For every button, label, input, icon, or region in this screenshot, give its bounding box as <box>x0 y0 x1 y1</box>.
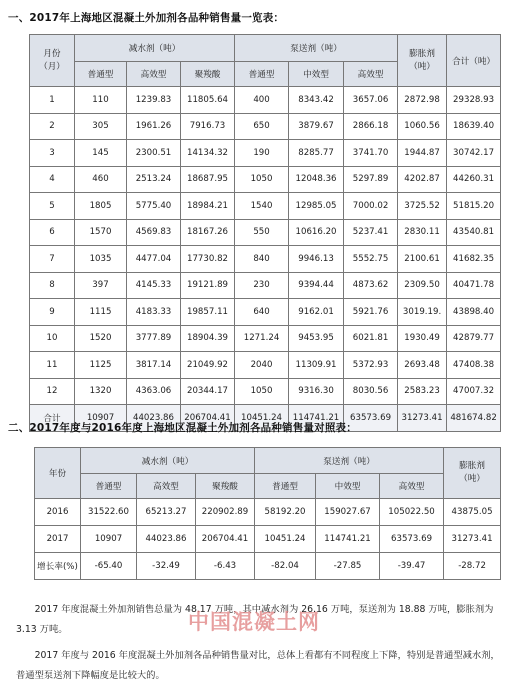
expand-header: 膨胀剂 （吨） <box>444 448 501 499</box>
table-row <box>30 299 501 326</box>
table-cell: 10907 <box>75 405 127 432</box>
table-cell: 8285.77 <box>289 140 344 167</box>
table-row <box>30 113 501 140</box>
table-cell: 43898.40 <box>447 299 501 326</box>
table-cell: 2866.18 <box>344 113 398 140</box>
table-row <box>30 352 501 379</box>
table-row <box>30 378 501 405</box>
table-cell: 19857.11 <box>181 299 235 326</box>
table-cell: 3741.70 <box>344 140 398 167</box>
row-label: 7 <box>30 246 75 273</box>
table-cell: 1570 <box>75 219 127 246</box>
table-cell: -28.72 <box>444 553 501 580</box>
sub-header: 高效型 <box>137 474 196 499</box>
table-cell: 1050 <box>235 378 289 405</box>
table-cell: 10451.24 <box>235 405 289 432</box>
table-cell: -39.47 <box>380 553 444 580</box>
table-cell: 5297.89 <box>344 166 398 193</box>
section1-title: 一、2017年上海地区混凝土外加剂各品种销售量一览表： <box>8 12 285 24</box>
table-cell: 397 <box>75 272 127 299</box>
table-cell: 1961.26 <box>127 113 181 140</box>
table-cell: 18984.21 <box>181 193 235 220</box>
table-cell: 550 <box>235 219 289 246</box>
table-cell: 1540 <box>235 193 289 220</box>
table-cell: 3777.89 <box>127 325 181 352</box>
table-cell: 4202.87 <box>398 166 447 193</box>
table-cell: 2872.98 <box>398 87 447 114</box>
table-cell: 2300.51 <box>127 140 181 167</box>
table-cell: 44023.86 <box>137 526 196 553</box>
table-cell: 17730.82 <box>181 246 235 273</box>
table-cell: -65.40 <box>81 553 137 580</box>
monthly-sales-table <box>29 34 501 432</box>
table-cell: 5775.40 <box>127 193 181 220</box>
total-header: 合计（吨） <box>447 35 501 87</box>
table-row <box>30 87 501 114</box>
table-cell: 10616.20 <box>289 219 344 246</box>
row-label: 4 <box>30 166 75 193</box>
row-label: 2017 <box>35 526 81 553</box>
table-cell: 12048.36 <box>289 166 344 193</box>
table-cell: 481674.82 <box>447 405 501 432</box>
year-comparison-table <box>34 447 501 580</box>
table-cell: 2513.24 <box>127 166 181 193</box>
table-row <box>30 246 501 273</box>
table-cell: 9453.95 <box>289 325 344 352</box>
table-cell: 2100.61 <box>398 246 447 273</box>
table-cell: 31522.60 <box>81 499 137 526</box>
table-cell: 43540.81 <box>447 219 501 246</box>
sub-header: 普通型 <box>75 62 127 87</box>
table-cell: 1944.87 <box>398 140 447 167</box>
table-cell: 2040 <box>235 352 289 379</box>
table-cell: 19121.89 <box>181 272 235 299</box>
table-cell: 460 <box>75 166 127 193</box>
row-label: 5 <box>30 193 75 220</box>
table-cell: 65213.27 <box>137 499 196 526</box>
table-cell: 206704.41 <box>181 405 235 432</box>
table-cell: 9316.30 <box>289 378 344 405</box>
table-cell: 1271.24 <box>235 325 289 352</box>
pump-header: 泵送剂（吨） <box>235 35 398 62</box>
table-cell: 20344.17 <box>181 378 235 405</box>
table-cell: 3019.19. <box>398 299 447 326</box>
table-cell: 9162.01 <box>289 299 344 326</box>
table-cell: 11805.64 <box>181 87 235 114</box>
table-cell: 114741.21 <box>316 526 380 553</box>
table-cell: 110 <box>75 87 127 114</box>
table-cell: 30742.17 <box>447 140 501 167</box>
table-row <box>30 140 501 167</box>
table-cell: 10907 <box>81 526 137 553</box>
table-cell: 18639.40 <box>447 113 501 140</box>
row-label: 6 <box>30 219 75 246</box>
table-cell: 18904.39 <box>181 325 235 352</box>
table-cell: 18167.26 <box>181 219 235 246</box>
table-cell: 14134.32 <box>181 140 235 167</box>
table-cell: 1115 <box>75 299 127 326</box>
table-cell: 18687.95 <box>181 166 235 193</box>
table-cell: 1239.83 <box>127 87 181 114</box>
table-cell: 4363.06 <box>127 378 181 405</box>
table-cell: 43875.05 <box>444 499 501 526</box>
table-cell: 3725.52 <box>398 193 447 220</box>
table-cell: 10451.24 <box>255 526 316 553</box>
table-row <box>35 526 501 553</box>
table-cell: 105022.50 <box>380 499 444 526</box>
table-cell: 29328.93 <box>447 87 501 114</box>
table-cell: 2693.48 <box>398 352 447 379</box>
table-cell: 8030.56 <box>344 378 398 405</box>
row-label: 3 <box>30 140 75 167</box>
sub-header: 中效型 <box>316 474 380 499</box>
table-cell: 1930.49 <box>398 325 447 352</box>
table-cell: 9946.13 <box>289 246 344 273</box>
row-label: 8 <box>30 272 75 299</box>
table-cell: 8343.42 <box>289 87 344 114</box>
table-cell: 42879.77 <box>447 325 501 352</box>
table-cell: 58192.20 <box>255 499 316 526</box>
table-cell: 1035 <box>75 246 127 273</box>
table-cell: 3817.14 <box>127 352 181 379</box>
table-cell: 230 <box>235 272 289 299</box>
sub-header: 高效型 <box>127 62 181 87</box>
table-row <box>30 325 501 352</box>
row-label: 2 <box>30 113 75 140</box>
sub-header: 普通型 <box>255 474 316 499</box>
summary-paragraph-1: 2017 年度混凝土外加剂销售总量为 48.17 万吨，其中减水剂为 26.16 万吨，泵送剂为 18.88 万吨，膨胀剂为 3.13 万吨。 <box>16 604 494 635</box>
table-row <box>30 166 501 193</box>
table-cell: 51815.20 <box>447 193 501 220</box>
table-cell: 7916.73 <box>181 113 235 140</box>
table-cell: 1520 <box>75 325 127 352</box>
table-cell: 145 <box>75 140 127 167</box>
table-cell: 5552.75 <box>344 246 398 273</box>
table-cell: 840 <box>235 246 289 273</box>
table-cell: 220902.89 <box>196 499 255 526</box>
table-cell: 3657.06 <box>344 87 398 114</box>
table-cell: 47408.38 <box>447 352 501 379</box>
sub-header: 高效型 <box>380 474 444 499</box>
table-cell: 159027.67 <box>316 499 380 526</box>
sub-header: 普通型 <box>235 62 289 87</box>
table-cell: 63573.69 <box>380 526 444 553</box>
table-cell: 5237.41 <box>344 219 398 246</box>
table-cell: 9394.44 <box>289 272 344 299</box>
row-label: 增长率(%) <box>35 553 81 580</box>
table-row <box>35 553 501 580</box>
reducer-header: 减水剂（吨） <box>81 448 255 474</box>
table-cell: 1050 <box>235 166 289 193</box>
table-cell: 44023.86 <box>127 405 181 432</box>
sub-header: 聚羧酸 <box>196 474 255 499</box>
table-cell: 1320 <box>75 378 127 405</box>
table-cell: 305 <box>75 113 127 140</box>
table-cell: 640 <box>235 299 289 326</box>
table-cell: 12985.05 <box>289 193 344 220</box>
table-cell: 47007.32 <box>447 378 501 405</box>
table-cell: 7000.02 <box>344 193 398 220</box>
table-cell: 114741.21 <box>289 405 344 432</box>
table-row <box>30 193 501 220</box>
reducer-header: 减水剂（吨） <box>75 35 235 62</box>
summary-paragraph-2: 2017 年度与 2016 年度混凝土外加剂各品种销售量对比，总体上看都有不同程度上下降，特别是普通型减水剂，普通型泵送剂下降幅度是比较大的。 <box>16 650 500 681</box>
sub-header: 聚羧酸 <box>181 62 235 87</box>
sub-header: 高效型 <box>344 62 398 87</box>
table-cell: 1805 <box>75 193 127 220</box>
table-cell: -82.04 <box>255 553 316 580</box>
row-label: 10 <box>30 325 75 352</box>
table-cell: 63573.69 <box>344 405 398 432</box>
table-cell: 4873.62 <box>344 272 398 299</box>
table-cell: 4183.33 <box>127 299 181 326</box>
table-cell: 4145.33 <box>127 272 181 299</box>
pump-header: 泵送剂（吨） <box>255 448 444 474</box>
table-cell: 2830.11 <box>398 219 447 246</box>
table-cell: 40471.78 <box>447 272 501 299</box>
table-cell: 44260.31 <box>447 166 501 193</box>
sub-header: 中效型 <box>289 62 344 87</box>
table-cell: 5921.76 <box>344 299 398 326</box>
table-cell: 11309.91 <box>289 352 344 379</box>
row-label: 11 <box>30 352 75 379</box>
table-cell: -6.43 <box>196 553 255 580</box>
table-cell: -27.85 <box>316 553 380 580</box>
table-cell: 190 <box>235 140 289 167</box>
table-cell: 2309.50 <box>398 272 447 299</box>
table-cell: 4569.83 <box>127 219 181 246</box>
table-row <box>30 219 501 246</box>
table-cell: 2583.23 <box>398 378 447 405</box>
row-label: 12 <box>30 378 75 405</box>
table-cell: 400 <box>235 87 289 114</box>
expand-header: 膨胀剂 （吨） <box>398 35 447 87</box>
table-cell: 5372.93 <box>344 352 398 379</box>
table-cell: 1125 <box>75 352 127 379</box>
table-row <box>30 272 501 299</box>
row-label: 9 <box>30 299 75 326</box>
table-cell: 206704.41 <box>196 526 255 553</box>
month-header: 月份 （月） <box>30 35 75 87</box>
table-cell: 31273.41 <box>444 526 501 553</box>
row-label: 1 <box>30 87 75 114</box>
table-cell: -32.49 <box>137 553 196 580</box>
section2-title: 二、2017年度与2016年度上海地区混凝土外加剂各品种销售量对照表： <box>8 422 357 434</box>
watermark: 中国混凝土网 <box>188 610 320 634</box>
table-cell: 650 <box>235 113 289 140</box>
table-cell: 6021.81 <box>344 325 398 352</box>
year-header: 年份 <box>35 448 81 499</box>
table-cell: 4477.04 <box>127 246 181 273</box>
table-cell: 21049.92 <box>181 352 235 379</box>
table-row <box>35 499 501 526</box>
sub-header: 普通型 <box>81 474 137 499</box>
row-label: 合计 <box>30 405 75 432</box>
table-cell: 1060.56 <box>398 113 447 140</box>
table-cell: 31273.41 <box>398 405 447 432</box>
row-label: 2016 <box>35 499 81 526</box>
table-cell: 3879.67 <box>289 113 344 140</box>
table-cell: 41682.35 <box>447 246 501 273</box>
